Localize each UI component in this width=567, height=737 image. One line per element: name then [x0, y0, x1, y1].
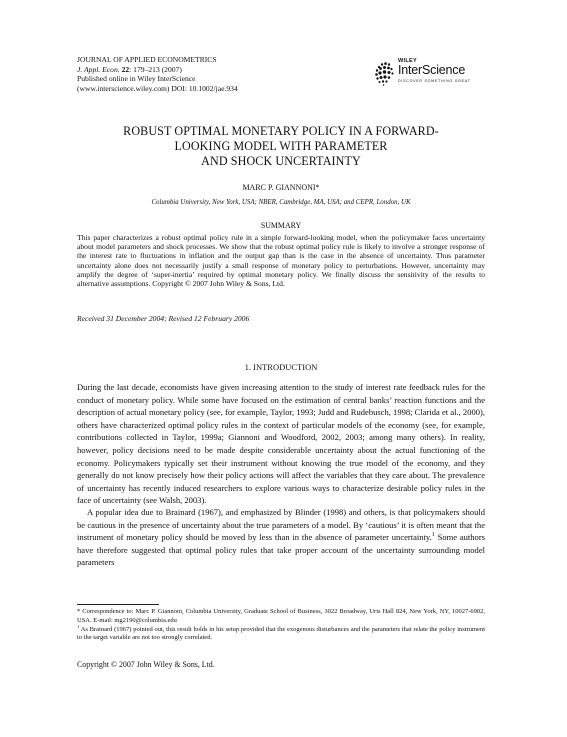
section-heading: 1. INTRODUCTION [244, 362, 318, 372]
summary-heading: SUMMARY [260, 221, 302, 230]
footnotes [77, 608, 485, 643]
copyright-notice: Copyright © 2007 John Wiley & Sons, Ltd. [77, 660, 215, 669]
summary-text: This paper characterizes a robust optimal policy rule in a simple forward-looking model, when the policymaker faces uncertainty about model parameters and shock processes. We show that the robust optimal policy rule is likely to involve a stronger response of the interest rate to fluctuations in inflation and the output gap than is the case in the absence of uncertainty. Thus parameter uncertainty alone does not necessarily justify a small response of monetary policy to perturbations. However, uncertainty may amplify the degree of ‘super-inertia’ required by optimal monetary policy. We finally discuss the sensitivity of the results to alternative assumptions. Copyright © 2007 John Wiley & Sons, Ltd. [77, 233, 485, 289]
footnote-mark: 1 [77, 623, 80, 629]
citation-journal: J. Appl. Econ. [77, 64, 120, 74]
citation-pages: : 179–213 (2007) [129, 64, 182, 74]
paragraph-text: A popular idea due to Brainard (1967), and emphasized by Blinder (1998) and others, is that policymakers should be cautious in the presence of uncertainty about the true parameters of a model. By ‘cautious’ it is often meant that the instrument of monetary policy should be moved by less than in the absence of parameter uncertainty. [77, 507, 485, 543]
title-line: AND SHOCK UNCERTAINTY [201, 154, 361, 168]
correspondence-footnote: * Correspondence to: Marc P. Giannoni, Columbia University, Graduate School of Business, 3022 Broadway, Uris Hall 824, New York, NY, 10027-6902, USA. E-mail: mg2190@columbia.edu [77, 608, 485, 624]
title-line: ROBUST OPTIMAL MONETARY POLICY IN A FORWARD- [123, 124, 439, 138]
intro-paragraph-1: During the last decade, economists have given increasing attention to the study of interest rate feedback rules for the conduct of monetary policy. While some have focused on the estimation of central banks’ reaction functions and the description of actual monetary policy (see, for example, Taylor, 1993; Judd and Rudebusch, 1998; Clarida et al., 2000), others have characterized optimal policy rules in the context of particular models of the economy (see, for example, contributions collected in Taylor, 1999a; Giannoni and Woodford, 2002, 2003; among many others). In reality, however, policy decisions need to be made despite considerable uncertainty about the actual functioning of the economy. Policymakers typically set their instrument without knowing the true model of the economy, and they generally do not know precisely how their policy actions will affect the variables that they care about. The prevalence of uncertainty has recently induced researchers to explore various ways to characterize desirable policy rules in the face of uncertainty (see Walsh, 2003). [77, 382, 485, 506]
title-line: LOOKING MODEL WITH PARAMETER [174, 139, 388, 153]
published-online: Published online in Wiley InterScience [77, 74, 196, 84]
logo-name: InterScience [398, 63, 466, 77]
article-title [77, 124, 485, 169]
author-affiliation: Columbia University, New York, USA; NBER, Cambridge, MA, USA; and CEPR, London, UK [151, 199, 411, 206]
footnote-marker[interactable]: 1 [431, 532, 435, 539]
footnote-divider [77, 604, 159, 605]
footnote-text: As Brainard (1967) pointed out, this result holds in his setup provided that the exogenous disturbances and the parameters that relate the policy instrument to the target variable are not too strongly correlated. [77, 625, 485, 642]
logo-wiley: WILEY [398, 58, 417, 64]
logo-tagline: DISCOVER SOMETHING GREAT [398, 79, 471, 83]
doi-line: (www.interscience.wiley.com) DOI: 10.1002/jae.934 [77, 83, 238, 93]
footnote-1 [77, 623, 485, 644]
intro-paragraph-2 [77, 506, 485, 569]
author-name: MARC P. GIANNONI* [242, 183, 320, 192]
paragraph-text: Some authors have therefore suggested that optimal policy rules that take proper account of the uncertainty surrounding model parameters [77, 532, 485, 568]
globe-icon [372, 58, 398, 88]
journal-name: JOURNAL OF APPLIED ECONOMETRICS [77, 55, 217, 64]
received-dates: Received 31 December 2004; Revised 12 February 2006 [77, 314, 250, 323]
citation-volume: 22 [121, 64, 130, 74]
wiley-interscience-logo [372, 58, 490, 90]
